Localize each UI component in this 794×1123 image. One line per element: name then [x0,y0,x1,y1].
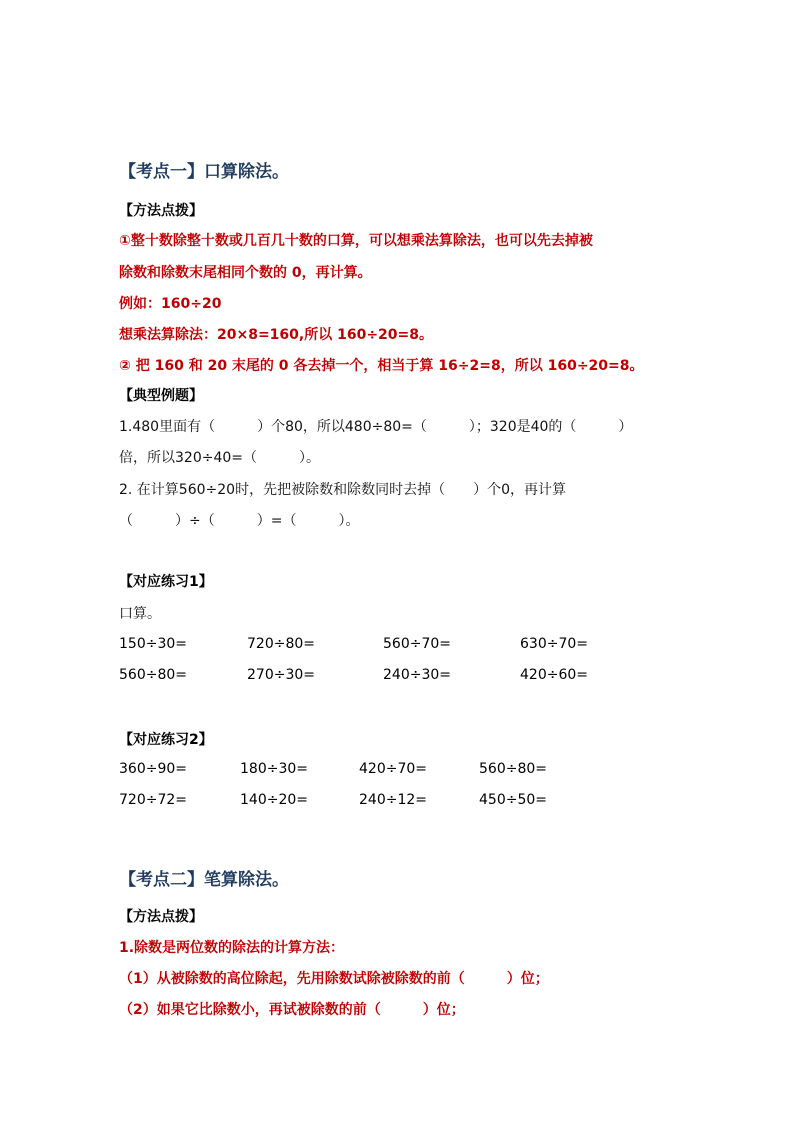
think-line: 想乘法算除法：20×8=160,所以 160÷20=8。 [119,327,434,343]
kp2-title: 【考点二】笔算除法。 [119,870,289,890]
method1-title: 【方法点拨】 [119,203,203,219]
practice2-item: 420÷70= [359,761,427,777]
practice2-item: 140÷20= [240,792,308,808]
method2-line3: （2）如果它比除数小，再试被除数的前（ ）位； [119,1002,465,1018]
practice2-row-1 [119,761,679,781]
q2-line1: 2. 在计算560÷20时，先把被除数和除数同时去掉（ ）个0，再计算 [119,482,566,498]
practice1-subtitle: 口算。 [119,606,161,622]
method2-line1: 1.除数是两位数的除法的计算方法： [119,940,345,956]
practice1-row-1 [119,636,679,656]
typical-title: 【典型例题】 [119,388,203,404]
practice2-item: 240÷12= [359,792,427,808]
practice2-item: 720÷72= [119,792,187,808]
example-line: 例如：160÷20 [119,296,222,312]
practice2-row-2 [119,792,679,812]
practice1-item: 270÷30= [247,667,315,683]
practice1-item: 720÷80= [247,636,315,652]
q1-line1: 1.480里面有（ ）个80，所以480÷80=（ ）；320是40的（ ） [119,419,633,435]
method1-line3: ② 把 160 和 20 末尾的 0 各去掉一个，相当于算 16÷2=8，所以 160÷20=8。 [119,358,644,374]
practice2-item: 560÷80= [479,761,547,777]
practice1-item: 420÷60= [520,667,588,683]
method1-line1: ①整十数除整十数或几百几十数的口算，可以想乘法算除法，也可以先去掉被 [119,233,593,249]
practice1-item: 150÷30= [119,636,187,652]
practice1-item: 240÷30= [383,667,451,683]
practice1-row-2 [119,667,679,687]
kp1-title: 【考点一】口算除法。 [119,162,289,182]
method2-line2: （1）从被除数的高位除起，先用除数试除被除数的前（ ）位； [119,971,549,987]
practice1-title: 【对应练习1】 [119,574,213,590]
q1-line2: 倍，所以320÷40=（ ）。 [119,450,320,466]
method2-title: 【方法点拨】 [119,909,203,925]
practice2-item: 360÷90= [119,761,187,777]
practice1-item: 630÷70= [520,636,588,652]
practice1-item: 560÷70= [383,636,451,652]
practice2-item: 450÷50= [479,792,547,808]
practice2-title: 【对应练习2】 [119,732,213,748]
method1-line2: 除数和除数末尾相同个数的 0，再计算。 [119,265,372,281]
practice2-item: 180÷30= [240,761,308,777]
practice1-item: 560÷80= [119,667,187,683]
q2-line2: （ ）÷（ ）=（ ）。 [119,513,360,529]
